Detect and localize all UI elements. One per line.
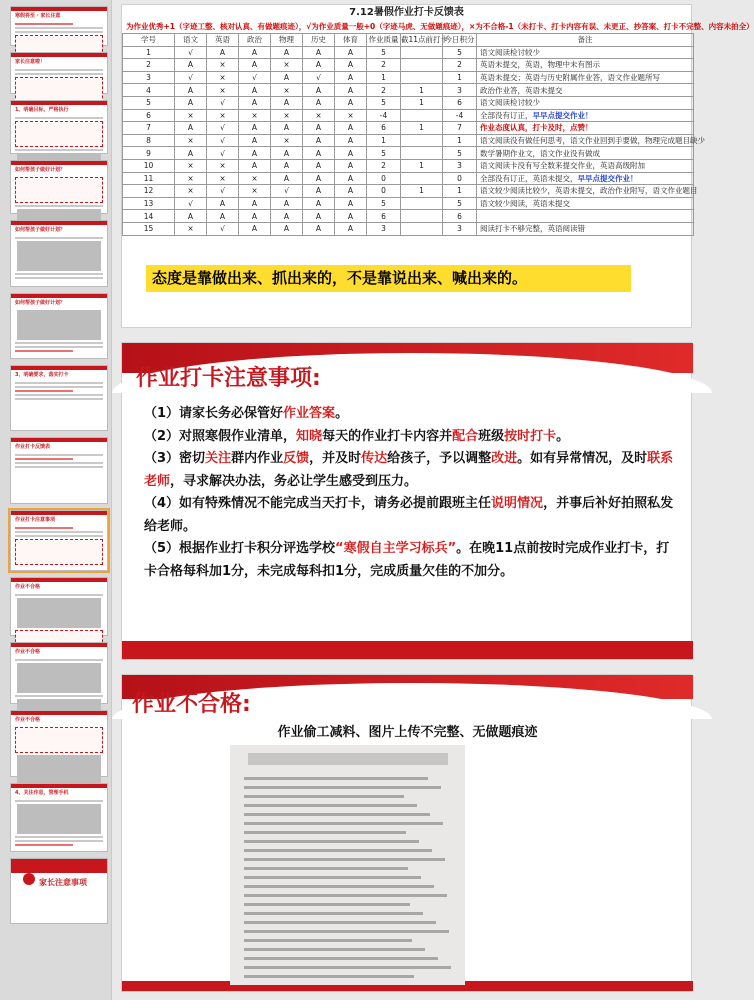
note-cell: 英语未提交；英语与历史附属作业答，语文作业题所写 — [477, 71, 694, 84]
slide-thumbnail[interactable] — [10, 642, 108, 704]
table-cell: × — [207, 59, 239, 72]
note-cell: 语文阅读卡没有写全数来提交作业，英语高级附加 — [477, 159, 694, 172]
table-cell: × — [175, 222, 207, 235]
photo-text-line — [244, 867, 408, 870]
table-cell: × — [207, 109, 239, 122]
table-title: 7.12暑假作业打卡反馈表 — [349, 7, 464, 18]
table-cell: 14 — [123, 210, 175, 223]
table-cell: A — [303, 222, 335, 235]
table-cell: A — [271, 210, 303, 223]
slide-thumbnail[interactable] — [10, 160, 108, 214]
table-cell: × — [271, 59, 303, 72]
table-cell — [401, 172, 443, 185]
thumbnail-title: 家长注意事项 — [39, 878, 87, 887]
table-cell: A — [239, 159, 271, 172]
table-cell: A — [303, 147, 335, 160]
note-cell: 作业态度认真，打卡及时，点赞！ — [477, 122, 694, 135]
note-cell: 语文较少阅读，英语未提交 — [477, 197, 694, 210]
table-cell: A — [335, 185, 367, 198]
table-row — [123, 222, 694, 235]
table-cell: × — [335, 109, 367, 122]
table-row — [123, 172, 694, 185]
table-cell: A — [175, 210, 207, 223]
table-cell: A — [207, 210, 239, 223]
thumbnail-title: 寒假将至 · 家长注意 — [15, 13, 61, 19]
column-header: 物理 — [271, 34, 303, 47]
photo-text-line — [244, 921, 436, 924]
photo-text-line — [244, 795, 404, 798]
table-cell: A — [207, 197, 239, 210]
note-cell — [477, 210, 694, 223]
thumbnail-title: 4、关注作息，管理手机 — [15, 790, 69, 796]
note-cell: 语文阅读检讨较少 — [477, 96, 694, 109]
table-cell: 1 — [367, 71, 401, 84]
table-cell: A — [335, 71, 367, 84]
table-row — [123, 71, 694, 84]
thumbnail-title: 如何帮孩子做好计划？ — [15, 167, 66, 173]
slide-thumbnail[interactable] — [10, 783, 108, 852]
photo-text-line — [244, 975, 414, 978]
photo-text-line — [244, 804, 417, 807]
table-cell: A — [239, 96, 271, 109]
table-cell: × — [175, 109, 207, 122]
table-cell: √ — [175, 71, 207, 84]
photo-text-line — [244, 930, 449, 933]
column-header: 今日积分 — [444, 35, 475, 45]
table-cell: 5 — [367, 197, 401, 210]
table-cell: √ — [207, 222, 239, 235]
table-cell: 5 — [367, 46, 401, 59]
slide-thumbnail[interactable] — [10, 577, 108, 636]
table-cell: A — [335, 84, 367, 97]
note-cell: 全部没有订正，早早点提交作业！ — [477, 109, 694, 122]
table-cell: √ — [271, 185, 303, 198]
slide-homework-feedback-table[interactable] — [121, 4, 754, 328]
note-cell: 语文阅读没有做任何思考，语文作业回到手要做，物理完成题目缺少 — [477, 134, 694, 147]
table-cell: √ — [175, 197, 207, 210]
table-cell: 3 — [443, 222, 477, 235]
table-cell — [401, 197, 443, 210]
photo-text-line — [244, 831, 406, 834]
table-cell: A — [271, 147, 303, 160]
table-cell: 2 — [123, 59, 175, 72]
homework-photo — [230, 745, 465, 985]
table-cell: 6 — [443, 96, 477, 109]
slide-thumbnail[interactable] — [10, 365, 108, 431]
table-cell: √ — [207, 147, 239, 160]
table-cell: A — [303, 46, 335, 59]
table-cell: 5 — [443, 147, 477, 160]
table-cell: 6 — [367, 210, 401, 223]
table-cell: A — [239, 147, 271, 160]
note-cell: 全部没有订正，英语未提交，早早点提交作业！ — [477, 172, 694, 185]
table-cell: A — [239, 84, 271, 97]
table-cell: × — [207, 159, 239, 172]
table-cell: 6 — [367, 122, 401, 135]
table-cell: 1 — [401, 122, 443, 135]
table-cell: 1 — [123, 46, 175, 59]
table-cell — [401, 134, 443, 147]
thumbnail-title: 作业打卡注意事项 — [15, 517, 56, 523]
table-cell: 1 — [401, 84, 443, 97]
table-cell — [401, 109, 443, 122]
table-cell: A — [271, 222, 303, 235]
table-row — [123, 210, 694, 223]
column-header: 历史 — [303, 34, 335, 47]
table-cell: A — [303, 84, 335, 97]
photo-text-line — [244, 903, 410, 906]
table-cell: 2 — [367, 84, 401, 97]
table-cell: × — [175, 159, 207, 172]
table-cell: 7 — [123, 122, 175, 135]
photo-text-line — [244, 966, 451, 969]
table-cell: √ — [207, 96, 239, 109]
table-row — [123, 159, 694, 172]
table-cell: A — [175, 122, 207, 135]
table-cell: × — [175, 185, 207, 198]
table-cell: A — [239, 210, 271, 223]
table-cell: 5 — [367, 96, 401, 109]
table-cell: × — [271, 134, 303, 147]
table-cell: A — [271, 46, 303, 59]
table-cell: 5 — [443, 46, 477, 59]
table-row — [123, 122, 694, 135]
table-cell: A — [175, 59, 207, 72]
table-row — [123, 197, 694, 210]
footer-band — [122, 641, 693, 659]
table-cell: A — [335, 122, 367, 135]
table-cell: √ — [239, 71, 271, 84]
table-cell: A — [335, 96, 367, 109]
table-cell: 10 — [123, 159, 175, 172]
table-cell: A — [335, 210, 367, 223]
table-cell: A — [175, 84, 207, 97]
table-cell: 1 — [401, 96, 443, 109]
table-cell: A — [271, 122, 303, 135]
table-cell: × — [239, 185, 271, 198]
table-cell — [401, 71, 443, 84]
thumbnail-title: 家长注意啦！ — [15, 59, 46, 65]
table-cell: 2 — [443, 59, 477, 72]
table-cell: √ — [207, 122, 239, 135]
note-item: （3）密切关注群内作业反馈，并及时传达给孩子，予以调整改进。如有异常情况，及时联系老师，寻求解决办法，务必让学生感受到压力。 — [144, 451, 674, 489]
photo-text-line — [244, 849, 432, 852]
thumbnail-title: 如何帮孩子做好计划？ — [15, 300, 66, 306]
table-cell: A — [335, 222, 367, 235]
photo-text-line — [244, 822, 443, 825]
table-cell: × — [207, 172, 239, 185]
thumbnail-title: 3、明确要求，落实打卡 — [15, 372, 69, 378]
table-cell: 3 — [443, 84, 477, 97]
table-cell: A — [303, 185, 335, 198]
note-cell: 语文阅读检讨较少 — [477, 46, 694, 59]
table-cell: 3 — [443, 159, 477, 172]
slide-thumbnail[interactable] — [10, 100, 108, 154]
column-header: 截11点前打卡 — [401, 35, 449, 45]
column-header: 体育 — [335, 34, 367, 47]
photo-text-line — [244, 858, 445, 861]
feedback-table — [122, 33, 705, 236]
photo-text-line — [244, 777, 428, 780]
photo-text-line — [244, 957, 438, 960]
slide-thumbnail[interactable] — [10, 52, 108, 94]
photo-text-line — [244, 912, 423, 915]
table-cell: 13 — [123, 197, 175, 210]
photo-header-band — [248, 753, 448, 765]
table-cell: A — [239, 197, 271, 210]
photo-text-line — [244, 939, 412, 942]
table-cell: 3 — [367, 222, 401, 235]
table-cell: 3 — [123, 71, 175, 84]
table-cell: A — [303, 96, 335, 109]
table-cell: A — [335, 172, 367, 185]
table-cell: 8 — [123, 134, 175, 147]
table-cell: A — [175, 96, 207, 109]
table-cell: 0 — [367, 185, 401, 198]
thumbnail-title: 作业不合格 — [15, 649, 41, 655]
table-cell: A — [335, 159, 367, 172]
thumbnail-title: 作业不合格 — [15, 584, 41, 590]
table-cell: A — [335, 46, 367, 59]
slide-homework-unqualified[interactable] — [121, 674, 692, 992]
note-item: （1）请家长务必保管好作业答案。 — [144, 406, 349, 421]
table-cell: √ — [303, 71, 335, 84]
table-row — [123, 59, 694, 72]
table-cell: × — [239, 109, 271, 122]
table-cell: -4 — [367, 109, 401, 122]
slide-thumbnail[interactable] — [10, 510, 108, 571]
slide-thumbnail[interactable] — [10, 220, 108, 287]
thumbnail-title: 作业打卡反馈表 — [15, 444, 51, 450]
table-cell — [401, 210, 443, 223]
note-item: （5）根据作业打卡积分评选学校“寒假自主学习标兵”。在晚11点前按时完成作业打卡，打卡合格每科加1分，未完成每科扣1分，完成质量欠佳的不加分。 — [144, 541, 670, 579]
photo-text-line — [244, 876, 421, 879]
table-cell: 0 — [367, 172, 401, 185]
table-cell: 11 — [123, 172, 175, 185]
table-cell: 7 — [443, 122, 477, 135]
slide-title: 作业不合格: — [132, 692, 251, 717]
table-cell: A — [335, 197, 367, 210]
table-cell: 6 — [123, 109, 175, 122]
table-row — [123, 185, 694, 198]
table-cell: A — [239, 134, 271, 147]
table-cell: 1 — [401, 159, 443, 172]
column-header: 学号 — [123, 34, 175, 47]
note-cell: 英语未提交，英语，物理中未有图示 — [477, 59, 694, 72]
column-header: 政治 — [239, 34, 271, 47]
table-cell: 9 — [123, 147, 175, 160]
table-cell: 1 — [443, 134, 477, 147]
table-cell: × — [239, 172, 271, 185]
photo-text-line — [244, 813, 430, 816]
table-cell: A — [239, 46, 271, 59]
photo-text-line — [244, 840, 419, 843]
table-cell: 6 — [443, 210, 477, 223]
thumbnail-title: 如何帮孩子做好计划？ — [15, 227, 66, 233]
table-cell: A — [303, 210, 335, 223]
table-cell: A — [271, 96, 303, 109]
slide-title: 作业打卡注意事项: — [136, 366, 321, 391]
column-header: 英语 — [207, 34, 239, 47]
table-cell: 1 — [443, 71, 477, 84]
table-cell — [401, 46, 443, 59]
slide-thumbnail[interactable] — [10, 293, 108, 359]
slide-thumbnail-panel — [0, 0, 112, 1000]
slide-thumbnail[interactable] — [10, 6, 108, 46]
column-header: 备注 — [477, 34, 694, 47]
photo-text-line — [244, 786, 441, 789]
table-row — [123, 46, 694, 59]
table-cell: A — [335, 134, 367, 147]
table-cell: 15 — [123, 222, 175, 235]
slide-thumbnail[interactable] — [10, 437, 108, 504]
table-cell: × — [207, 84, 239, 97]
table-row — [123, 109, 694, 122]
table-cell: 1 — [443, 185, 477, 198]
table-row — [123, 96, 694, 109]
column-header: 作业质量 — [368, 35, 399, 45]
table-cell: 5 — [367, 147, 401, 160]
photo-text-line — [244, 894, 447, 897]
table-cell: -4 — [443, 109, 477, 122]
column-header: 语文 — [175, 34, 207, 47]
note-cell: 语文较少阅读比较少，英语未提交，政治作业附写，语文作业题目 — [477, 185, 694, 198]
table-cell: A — [303, 122, 335, 135]
slide-thumbnail[interactable] — [10, 710, 108, 777]
table-cell: A — [271, 71, 303, 84]
notes-list — [144, 403, 674, 583]
table-cell: 12 — [123, 185, 175, 198]
table-cell — [401, 222, 443, 235]
thumbnail-title: 1、明确目标，严格执行 — [15, 107, 69, 113]
table-cell: A — [335, 59, 367, 72]
table-cell: A — [207, 46, 239, 59]
table-cell: √ — [207, 134, 239, 147]
table-cell: √ — [207, 185, 239, 198]
table-cell: 1 — [367, 134, 401, 147]
table-cell: A — [335, 147, 367, 160]
table-cell: A — [271, 197, 303, 210]
table-cell: A — [239, 122, 271, 135]
attitude-callout: 态度是靠做出来、抓出来的，不是靠说出来、喊出来的。 — [146, 265, 631, 292]
table-cell: A — [303, 159, 335, 172]
note-cell: 政治作业答，英语未提交 — [477, 84, 694, 97]
table-row — [123, 147, 694, 160]
photo-text-line — [244, 948, 425, 951]
table-cell: × — [207, 71, 239, 84]
table-cell: A — [239, 222, 271, 235]
table-cell: × — [303, 109, 335, 122]
note-item: （2）对照寒假作业清单，知晓每天的作业打卡内容并配合班级按时打卡。 — [144, 428, 570, 444]
note-cell: 数学暑期作业文，语文作业没有做成 — [477, 147, 694, 160]
table-row — [123, 134, 694, 147]
table-cell: A — [303, 197, 335, 210]
table-cell: 5 — [443, 197, 477, 210]
table-cell: A — [303, 134, 335, 147]
table-cell: × — [271, 109, 303, 122]
note-item: （4）如有特殊情况不能完成当天打卡，请务必提前跟班主任说明情况，并事后补好拍照私发给老师。 — [144, 496, 674, 534]
table-cell: × — [175, 172, 207, 185]
table-row — [123, 84, 694, 97]
table-cell — [401, 147, 443, 160]
table-cell: A — [239, 59, 271, 72]
table-cell: A — [271, 159, 303, 172]
slide-subtitle: 作业偷工减料、图片上传不完整、无做题痕迹 — [277, 725, 538, 740]
table-header-row — [123, 34, 694, 47]
table-cell: 4 — [123, 84, 175, 97]
slide-thumbnail[interactable] — [10, 858, 108, 924]
table-cell: 0 — [443, 172, 477, 185]
thumbnail-title: 作业不合格 — [15, 717, 41, 723]
table-cell: × — [175, 134, 207, 147]
slide-checkin-notes[interactable] — [121, 342, 692, 660]
table-cell: A — [303, 172, 335, 185]
table-cell: √ — [175, 46, 207, 59]
note-cell: 阅读打卡不够完整，英语阅读错 — [477, 222, 694, 235]
table-cell: A — [303, 59, 335, 72]
table-cell: × — [271, 84, 303, 97]
table-cell: A — [271, 172, 303, 185]
table-cell: 1 — [401, 185, 443, 198]
scoring-rule-text: 为作业优秀+1（字迹工整、核对认真、有做题痕迹），√为作业质量一般+0（字迹马虎、无做题痕迹），×为不合格-1（未打卡、打卡内容有误、未更正、抄答案、打卡不完整、内容未拍全） — [126, 22, 754, 31]
table-cell: 2 — [367, 59, 401, 72]
table-cell: 5 — [123, 96, 175, 109]
photo-text-line — [244, 885, 434, 888]
table-cell: A — [175, 147, 207, 160]
table-cell: 2 — [367, 159, 401, 172]
table-cell — [401, 59, 443, 72]
